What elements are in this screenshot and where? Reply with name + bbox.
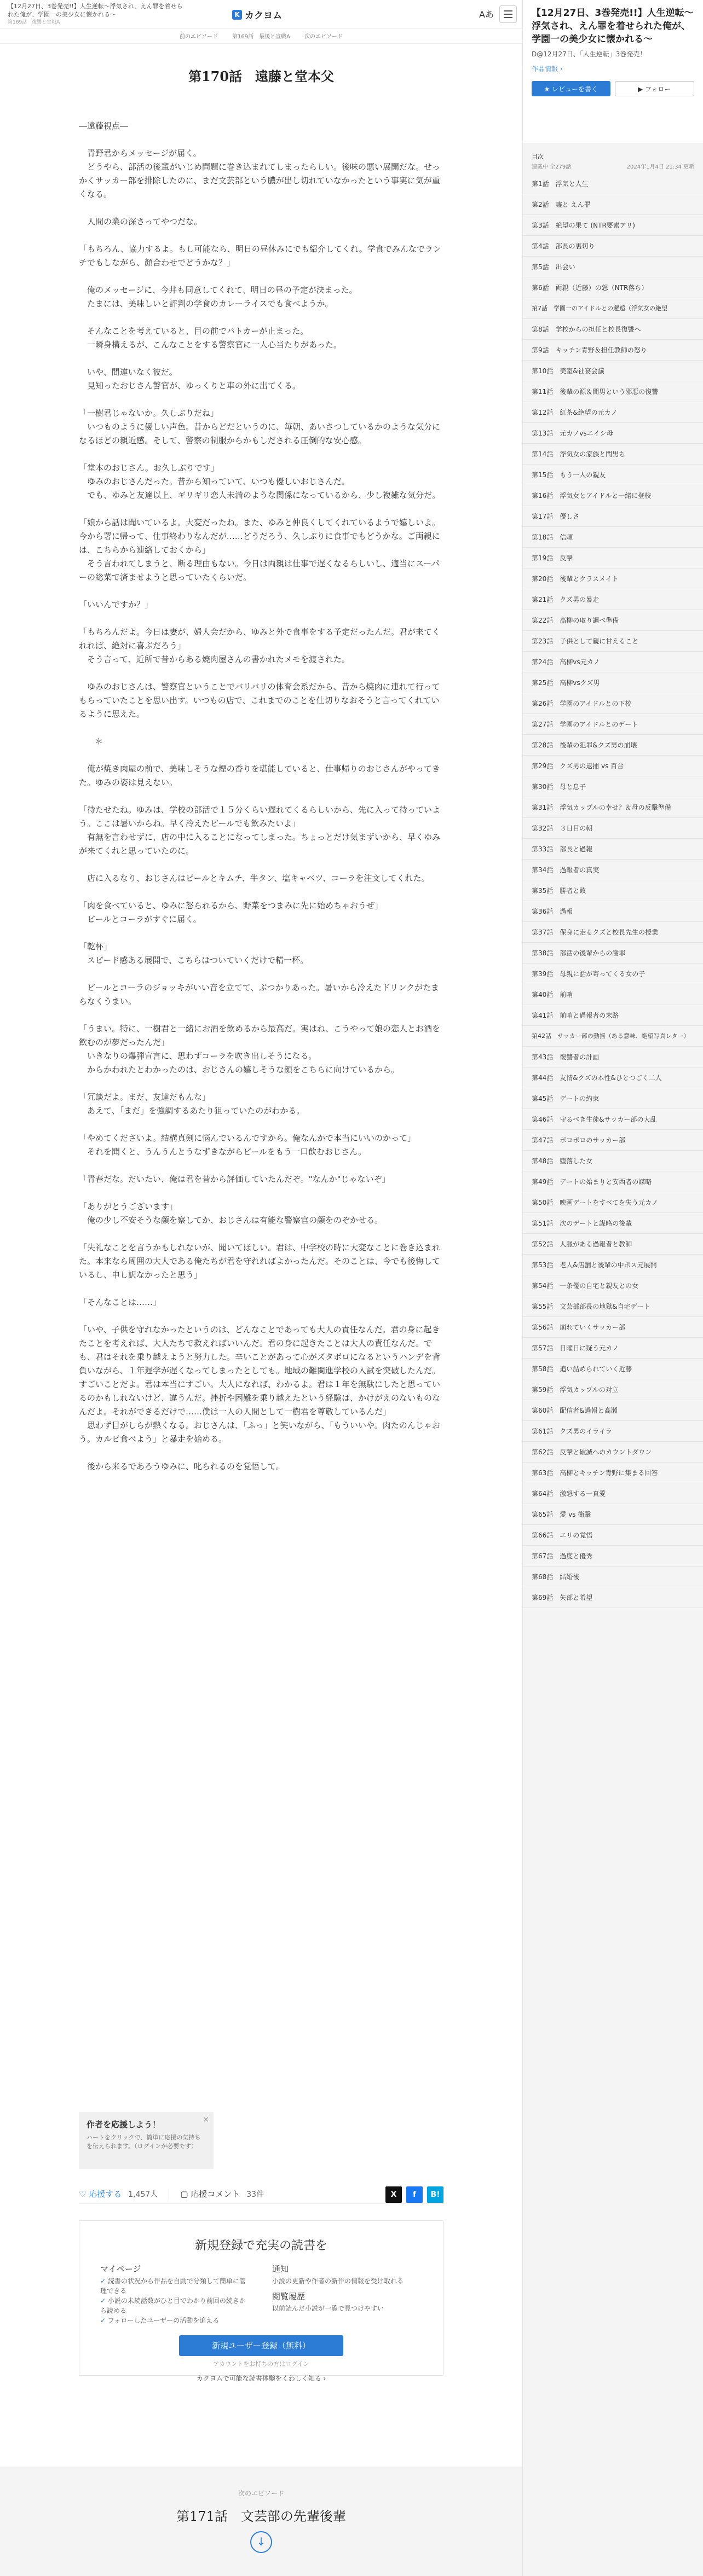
mypage-item: ✓ 読書の状況から作品を自動で分類して簡単に管理できる [100,2276,250,2296]
close-icon[interactable]: × [203,2115,209,2124]
comment-count: 33件 [246,2190,264,2199]
episode-body [79,119,443,1487]
toc-updated: 2024年1月4日 21:34 更新 [626,164,694,170]
toc-item[interactable]: 第37話 保身に走るクズと校長先生の授業 [523,922,703,943]
toc-item[interactable]: 第69話 矢部と希望 [523,1587,703,1608]
toc-item[interactable]: 第54話 一条優の自宅と親友との女 [523,1275,703,1296]
sidebar-meta: D@12月27日、「人生逆転」3巻発売！ [532,50,647,58]
toc-item[interactable]: 第45話 デートの約束 [523,1088,703,1109]
cheer-tooltip [79,2112,214,2169]
cheer-count: 1,457人 [128,2190,158,2199]
kakuyomu-logo[interactable] [232,8,282,21]
toc-item[interactable]: 第3話 絶望の果て (NTR要素アリ) [523,215,703,236]
toc-item[interactable]: 第63話 高柳とキッチン青野に集まる回答 [523,1463,703,1483]
body-paragraph: 「ありがとうございます」 俺の少し不安そうな顔を察してか、おじさんは有能な警察官の顔をのぞかせる。 [79,1202,383,1225]
toc-item[interactable]: 第43話 復讐者の計画 [523,1047,703,1067]
toc-item[interactable]: 第20話 後輩とクラスメイト [523,568,703,589]
toc-item[interactable]: 第47話 ボロボロのサッカー部 [523,1130,703,1151]
toc-item[interactable]: 第30話 母と息子 [523,776,703,797]
toc-item[interactable]: 第44話 友情&クズの本性&ひとつごく二人 [523,1067,703,1088]
toc-item[interactable]: 第27話 学園のアイドルとのデート [523,714,703,735]
toc-item[interactable]: 第22話 高柳の取り調べ準備 [523,610,703,631]
body-paragraph: 「失礼なことを言うかもしれないが、聞いてほしい。君は、中学校の時に大変なことに巻き込まれた。本来なら周囲の大人である俺たちが君を守れればよかったんだ。そのことは、今でも後悔しているし、申し訳なかったと思う」 [79,1243,441,1280]
work-subtitle: 第169話 復讐と宣戦A [8,19,60,25]
body-paragraph: 「堂本のおじさん。お久しぶりです」 ゆみのおじさんだった。昔から知っていて、いつも優しいおじさんだ。 でも、ゆみと友達以上、ギリギリ恋人未満のような関係になっているから、少し複雑な気分だ。 [79,463,441,500]
body-paragraph: 「うまい。特に、一樹君と一緒にお酒を飲めるから最高だ。実はね、こうやって娘の恋人とお酒を飲むのが夢だったんだ」 いきなりの爆弾宣言に、思わずコーラを吹き出しそうになる。 からかわれたとわかったのは、おじさんの嬉しそうな顔をこちらに向けているから。 [79,1024,441,1075]
prev-episode-link[interactable]: 前のエピソード [180,34,218,40]
toc-item[interactable]: 第57話 日曜日に疑う元カノ [523,1338,703,1359]
toc-item[interactable]: 第65話 愛 vs 衝撃 [523,1504,703,1525]
toc-item[interactable]: 第4話 部長の裏切り [523,236,703,257]
toc-item[interactable]: 第66話 エリの覚悟 [523,1525,703,1546]
history-title: 閲覧履歴 [272,2291,306,2301]
menu-icon[interactable] [499,5,517,23]
toc-item[interactable]: 第31話 浮気カップルの幸せ？＆母の反撃準備 [523,797,703,818]
current-episode-label: 第169話 最後と宣戦A [232,34,290,40]
sidebar-work-title[interactable]: 【12月27日、3巻発売!!】人生逆転〜浮気され、えん罪を着せられた俺が、学園一の美少女に懐かれる〜 [532,8,694,45]
toc-title: 目次 [532,153,544,160]
toc-item[interactable]: 第61話 クズ男のイライラ [523,1421,703,1442]
toc-item[interactable]: 第8話 学校からの担任と校長復讐へ [523,319,703,340]
toc-item[interactable]: 第64話 激怒する一真愛 [523,1483,703,1504]
toc-item[interactable]: 第16話 浮気女とアイドルと一緒に登校 [523,485,703,506]
toc-item[interactable]: 第50話 映画デートをすべてを失う元カノ [523,1192,703,1213]
work-title: 【12月27日、3巻発売!!】人生逆転〜浮気され、えん罪を着せられた俺が、学園一の美少女に懐かれる〜 [8,2,183,19]
toc-item[interactable]: 第1話 浮気と人生 [523,173,703,194]
body-paragraph: 「肉を食べていると、ゆみに怒られるから、野菜をつまみに先に始めちゃおうぜ」 ビールとコーラがすぐに届く。 [79,901,383,924]
display-settings-button[interactable]: Aあ [479,9,494,20]
cheer-title: 作者を応援しよう！ [87,2120,161,2130]
toc-item[interactable]: 第2話 嘘と えん罪 [523,194,703,215]
episode-title: 第170話 遠藤と堂本父 [188,68,335,84]
toc-item[interactable]: 第17話 優しさ [523,506,703,527]
toc-item[interactable]: 第56話 崩れていくサッカー部 [523,1317,703,1338]
toc-item[interactable]: 第40話 前哨 [523,984,703,1005]
body-paragraph: 「待たせたね。ゆみは、学校の部活で１５分くらい遅れてくるらしいから、先に入って待っていよう。ここは暑いからね。早く冷えたビールでも飲みたいよ」 有無を言わせずに、店の中に入ることになってしまった。ちょっとだけ気まずいから、早くゆみが来てくれと思っていたのに。 [79,805,441,856]
toc-item[interactable]: 第48話 堕落した女 [523,1151,703,1171]
body-paragraph: 「青春だな。だいたい、俺は君を昔から評価していたんだぞ。"なんか"じゃないぞ」 [79,1174,390,1184]
body-paragraph: ゆみのおじさんは、警察官ということでバリバリの体育会系だから、昔から焼肉に連れて行ってもらっていたことを思い出す。いつもの店で、これまでのことを仕切りなおそうと言ってくれているように思えた。 [79,682,440,719]
toc-item[interactable]: 第67話 過度と優秀 [523,1546,703,1567]
toc-item[interactable]: 第38話 部活の後輩からの謝罪 [523,943,703,964]
toc-item[interactable]: 第23話 子供として親に甘えること [523,631,703,652]
body-paragraph: 「冗談だよ。まだ、友達だもんな」 あえて、「まだ」を強調するあたり狙っていたのがわかる。 [79,1092,305,1116]
notify-text: 小説の更新や作者の新作の情報を受け取れる [272,2277,404,2285]
hatena-share-icon[interactable]: B! [427,2186,443,2203]
mypage-title: マイページ [100,2264,141,2274]
body-paragraph: 「一樹君じゃないか。久しぶりだね」 いつものように優しい声色。昔からどだというのに、毎朝、あいさつしているかのような気分になるほどの親近感。そして、警察の制服からかもしだされる圧倒的な安心感。 [79,408,441,445]
toc-item[interactable]: 第68話 結婚後 [523,1567,703,1587]
toc-item[interactable]: 第15話 もう一人の親友 [523,465,703,485]
register-button[interactable]: 新規ユーザー登録（無料） [179,2335,343,2356]
body-paragraph: 「もちろん、協力するよ。もし可能なら、明日の昼休みにでも紹介してくれ。学食でみんなでランチでもしながら、顔合わせでどうかな？」 [79,244,441,268]
episode-nav [0,28,522,44]
toc-count: 連載中 全279話 [532,164,572,170]
learn-more-link[interactable]: カクヨムで可能な読書体験をくわしく知る › [196,2375,326,2382]
toc-info [523,161,703,173]
toc-item[interactable]: 第10話 美室&社宴会議 [523,361,703,381]
body-paragraph: ビールとコーラのジョッキがいい音を立てて、ぶつかりあった。暑いから冷えたドリンクがたまらなくうまい。 [79,983,440,1006]
body-paragraph: 「娘から話は聞いているよ。大変だったね。また、ゆみと仲良くしてくれているようで嬉しいよ。今から署に帰って、仕事終わりなんだが……どうだろう、久しぶりに食事でもどうかな。ご両親には、こちらから連絡しておくから」 そう言われてしまうと、断る理由もない。今日は両親は仕事で遅くなるらしいし、適当にスーパーの総菜で済ませようと思っていたくらいだ。 [79,518,441,582]
toc-item[interactable]: 第58話 追い詰められていく近藤 [523,1359,703,1379]
arrow-down-icon[interactable]: ↓ [250,2531,272,2553]
toc-item[interactable]: 第19話 反撃 [523,548,703,568]
comment-button[interactable]: ▢ 応援コメント [180,2189,240,2199]
body-paragraph: 「いや、子供を守れなかったというのは、どんなことであっても大人の責任なんだ。君の身に起きたことを考えれば、大人たちで救えればいいんだ。君の身に起きたことは大人の責任なんだ。でも、君はそれを乗り越えようと努力した。辛いことがあって心がズタボロになるというハンデを背負いながら、１年遅学が遅くなってしまったとしても。地域の難関進学校の入試を突破したんだ。すごいことだよ。君は本当にすごい。大人になれば、わかるよ。君は１年を無駄にしたと思っているのかもしれないけど、違うんだ。挫折や困難を乗り越えたという経験は、かけがえのないものなんだよ。それができるだけで……僕は一人の人間として一樹君を尊敬しているんだ」 思わず目がしらが熱くなる。おじさんは、「ふっ」と笑いながら、「もういいや。肉たのんじゃおう。カルビ食べよう」と暴走を始める。 [79,1325,441,1444]
notify-section [272,2264,422,2325]
episode-actions [79,2184,443,2204]
mypage-section [100,2264,250,2325]
toc-item[interactable]: 第55話 文芸部部長の地獄&自宅デート [523,1296,703,1317]
toc-item[interactable]: 第39話 母親に話が寄ってくる女の子 [523,964,703,984]
register-title: 新規登録で充実の読書を [194,2239,327,2253]
body-paragraph: 店に入るなり、おじさんはビールとキムチ、牛タン、塩キャベツ、コーラを注文してくれた。 [79,873,430,883]
scene-break: ＊ [87,736,103,746]
toc-item[interactable]: 第60話 配信者&過報と高瀬 [523,1400,703,1421]
toc-item[interactable]: 第34話 過報者の真実 [523,860,703,880]
notify-title: 通知 [272,2264,289,2274]
toc-item[interactable]: 第59話 浮気カップルの対立 [523,1379,703,1400]
toc-item[interactable]: 第49話 デートの始まりと安西者の謀略 [523,1171,703,1192]
body-paragraph: 「そんなことは……」 [79,1297,162,1307]
body-paragraph: 「もちろんだよ。今日は妻が、婦人会だから、ゆみと外で食事をする予定だったんだ。君が来てくれれば、絶対に喜ぶだろう」 そう言って、近所で昔からある焼肉屋さんの書かれたメモを渡された。 [79,627,441,664]
facebook-share-icon[interactable]: f [406,2186,423,2203]
toc-item[interactable]: 第62話 反撃と破滅へのカウントダウン [523,1442,703,1463]
toc-item[interactable]: 第5話 出会い [523,257,703,277]
review-button[interactable]: ★ レビューを書く [532,81,610,96]
cheer-text: ハートをクリックで、簡単に応援の気持ちを伝えられます。（ログインが必要です） [87,2134,201,2150]
mypage-item: ✓ フォローしたユーザーの活動を追える [100,2316,250,2325]
next-episode-section [0,2467,522,2576]
body-paragraph: いや、間違いなく彼だ。 見知ったおじさん警官が、ゆっくりと車の外に出てくる。 [87,367,301,391]
toc-item[interactable]: 第29話 クズ男の逮捕 vs 百合 [523,756,703,776]
reader-header [0,0,522,28]
table-of-contents [523,143,703,1608]
toc-item[interactable]: 第12話 紅茶&絶望の元カノ [523,402,703,423]
register-promo [79,2220,443,2382]
toc-item[interactable]: 第9話 キッチン青野＆担任教師の怒り [523,340,703,361]
toc-list [523,173,703,1608]
toc-item[interactable]: 第28話 後輩の犯罪&クズ男の崩壊 [523,735,703,756]
toc-item[interactable]: 第18話 信頼 [523,527,703,548]
share-buttons [385,2186,443,2203]
history-text: 以前読んだ小説が一覧で見つけやすい [272,2305,384,2312]
cheer-button[interactable]: ♡ 応援する [79,2189,122,2199]
next-episode-title[interactable]: 第171話 文芸部の先輩後輩 [176,2509,346,2524]
login-link[interactable]: アカウントをお持ちの方はログイン [213,2360,309,2368]
follow-button[interactable]: ▶ フォロー [615,81,695,96]
toc-item[interactable]: 第24話 高柳vs元カノ [523,652,703,672]
logo-icon: K [232,10,242,20]
toc-item[interactable]: 第42話 サッカー部の動揺（ある意味、絶望写真レター） [523,1026,703,1047]
toc-item[interactable]: 第13話 元カノvsエイシ母 [523,423,703,444]
body-paragraph: 後から来るであろうゆみに、叱られるのを覚悟して。 [79,1461,284,1471]
toc-item[interactable]: 第26話 学園のアイドルとの下校 [523,693,703,714]
body-paragraph: 俺のメッセージに、今井も同意してくれて、明日の昼の予定が決まった。 たまには、美味しいと評判の学食のカレーライスでも食べようか。 [87,285,358,309]
x-share-icon[interactable]: X [385,2186,402,2203]
work-title-link[interactable] [8,2,188,26]
sidebar [522,0,703,2576]
mypage-item: ✓ 小説の未読話数がひと目でわかり前回の続きから読める [100,2296,250,2316]
body-paragraph: 「いいんですか？」 [79,600,153,610]
toc-item[interactable]: 第14話 浮気女の家族と間男ち [523,444,703,465]
toc-item[interactable]: 第35話 勝者と敗 [523,880,703,901]
body-paragraph: ―遠藤視点― [79,121,129,131]
toc-item[interactable]: 第21話 クズ男の暴走 [523,589,703,610]
body-paragraph: 「やめてくださいよ。結構真剣に悩んでいるんですから。俺なんかで本当にいいのかって」 それを聞くと、うんうんとうなずきながらビールをもう一口飲むおじさん。 [79,1133,416,1157]
next-episode-label: 次のエピソード [238,2490,284,2497]
toc-item[interactable]: 第7話 学園一のアイドルとの邂逅（浮気女の絶望 [523,298,703,319]
sidebar-work-info [523,0,703,143]
next-episode-link[interactable]: 次のエピソード [304,34,343,40]
toc-item[interactable]: 第36話 過報 [523,901,703,922]
work-info-link[interactable]: 作品情報 › [532,65,563,73]
toc-item[interactable]: 第32話 ３日目の朝 [523,818,703,839]
toc-item[interactable]: 第53話 老人&店舗と後輩の中ボス元展開 [523,1255,703,1275]
toc-item[interactable]: 第46話 守るべき生徒&サッカー部の大乱 [523,1109,703,1130]
toc-item[interactable]: 第11話 後輩の源＆間男という邪悪の復讐 [523,381,703,402]
body-paragraph: 人間の業の深さってやつだな。 [79,217,203,227]
body-paragraph: 「乾杯」 スピード感ある展開で、こちらはついていくだけで精一杯。 [79,942,309,965]
toc-item[interactable]: 第33話 部長と過報 [523,839,703,860]
toc-item[interactable]: 第6話 両親（近藤）の怒（NTR落ち） [523,277,703,298]
toc-item[interactable]: 第51話 次のデートと謀略の後輩 [523,1213,703,1234]
logo-text: カクヨム [245,10,282,21]
body-paragraph: そんなことを考えていると、目の前でパトカーが止まった。 一瞬身構えるが、こんなことをする警察官に一人心当たりがあった。 [87,326,342,350]
body-paragraph: 青野君からメッセージが届く。 どうやら、部活の後輩がいじめ問題に巻き込まれてしまったらしい。後味の悪い展開だな。せっかくサッカー部を排除したのに、まだ文芸部という膿が出し切れていなかったという事実に気が重くなる。 [79,148,440,199]
toc-item[interactable]: 第41話 前哨と過報者の末路 [523,1005,703,1026]
toc-item[interactable]: 第25話 高柳vsクズ男 [523,672,703,693]
toc-item[interactable]: 第52話 人脈がある過報者と教師 [523,1234,703,1255]
body-paragraph: 俺が焼き肉屋の前で、美味しそうな煙の香りを堪能していると、仕事帰りのおじさんがやってきた。ゆみの姿は見えない。 [79,764,440,787]
